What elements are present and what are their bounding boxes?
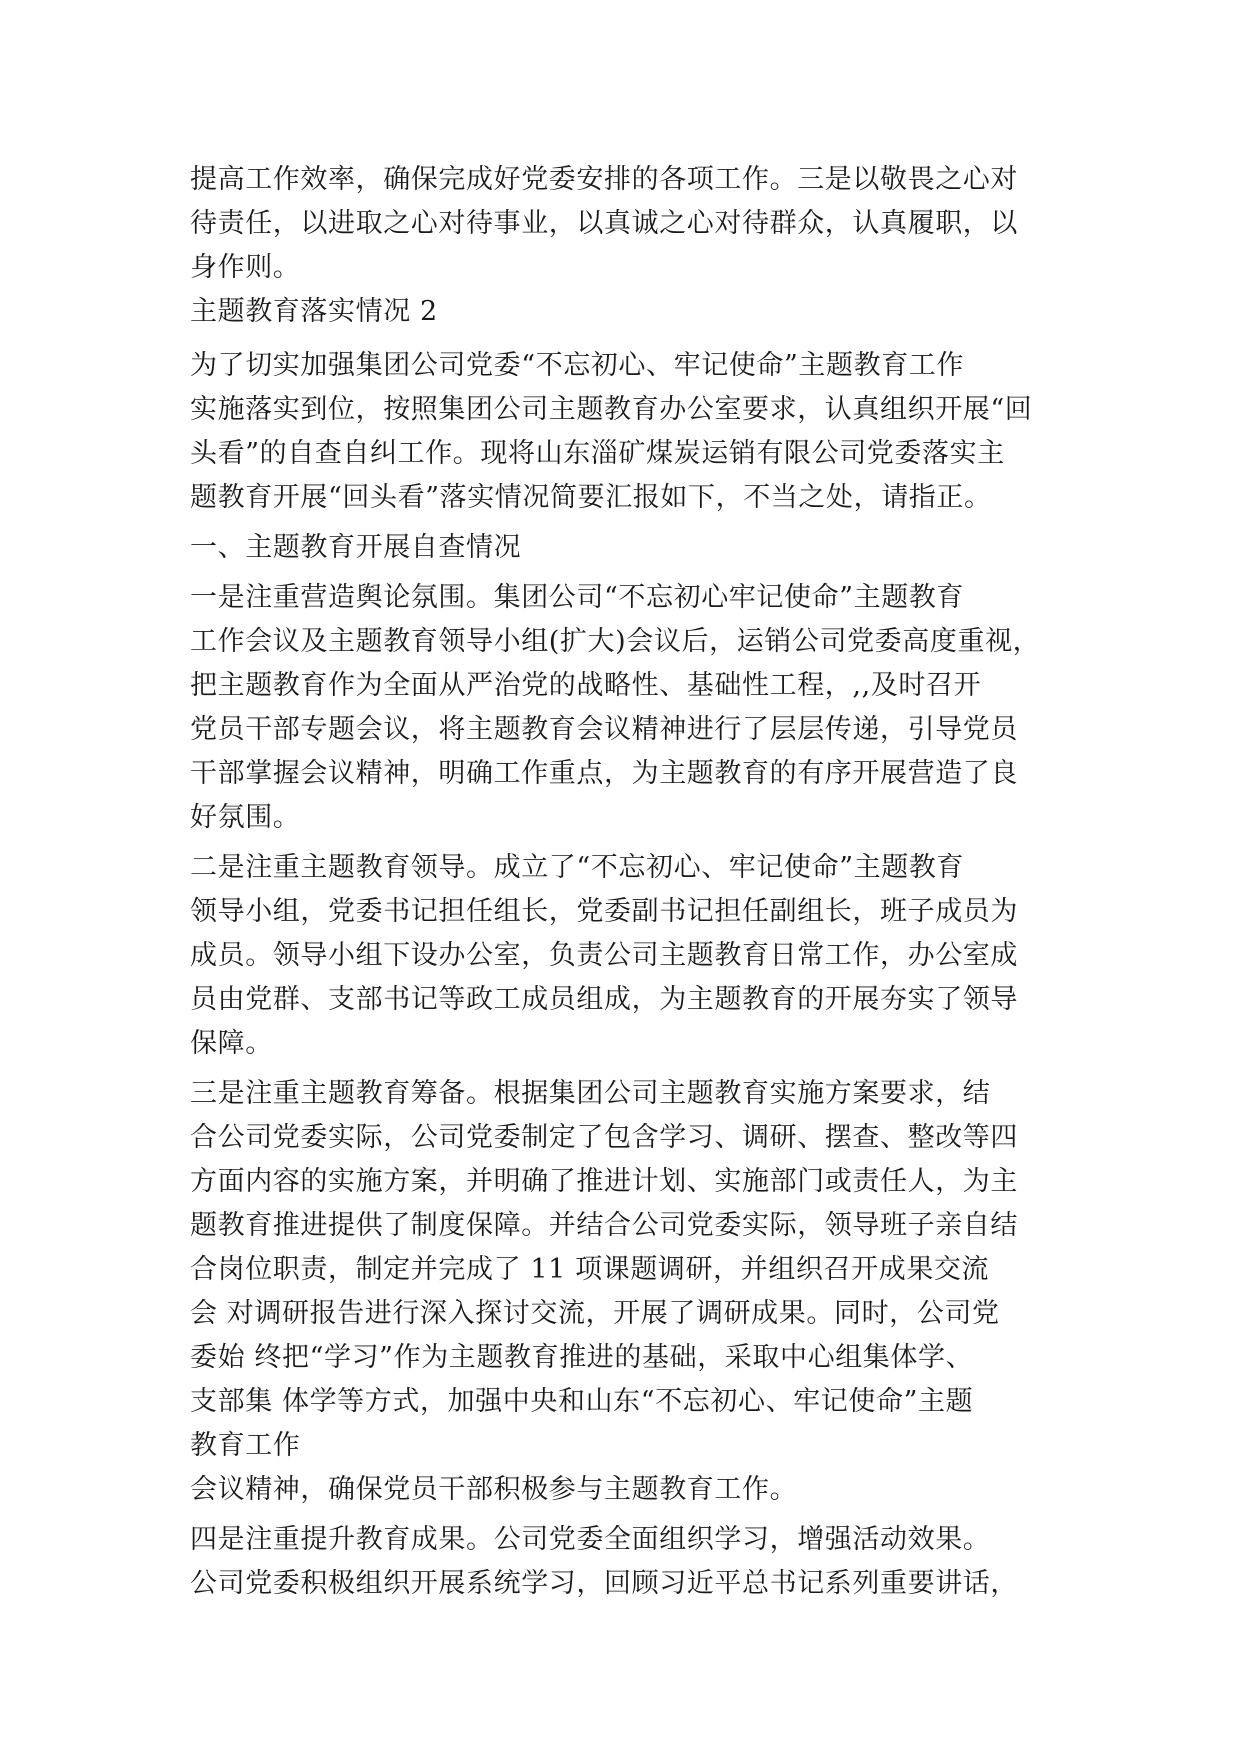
section-heading: 一、主题教育开展自查情况 xyxy=(190,532,522,563)
paragraph-line: 三是注重主题教育筹备。根据集团公司主题教育实施方案要求，结 xyxy=(190,1078,991,1109)
paragraph-line: 实施落实到位，按照集团公司主题教育办公室要求，认真组织开展“回 xyxy=(190,394,1033,425)
paragraph-line: 二是注重主题教育领导。成立了“不忘初心、牢记使命”主题教育 xyxy=(190,852,965,883)
paragraph-line: 合公司党委实际，公司党委制定了包含学习、调研、摆查、整改等四 xyxy=(190,1122,1018,1153)
paragraph-line: 委始 终把“学习”作为主题教育推进的基础，采取中心组集体学、 xyxy=(190,1342,974,1373)
paragraph-line: 党员干部专题会议，将主题教育会议精神进行了层层传递，引导党员 xyxy=(190,714,1018,745)
paragraph-line: 四是注重提升教育成果。公司党委全面组织学习，增强活动效果。 xyxy=(190,1524,991,1555)
paragraph-line: 题教育推进提供了制度保障。并结合公司党委实际，领导班子亲自结 xyxy=(190,1210,1018,1241)
paragraph-line: 身作则。 xyxy=(190,252,301,283)
paragraph-line: 干部掌握会议精神，明确工作重点，为主题教育的有序开展营造了良 xyxy=(190,758,1018,789)
paragraph-line: 会 对调研报告进行深入探讨交流，开展了调研成果。同时，公司党 xyxy=(190,1298,1000,1329)
document-body xyxy=(190,158,1060,1606)
paragraph-line: 领导小组，党委书记担任组长，党委副书记担任副组长，班子成员为 xyxy=(190,896,1018,927)
paragraph-line: 题教育开展“回头看”落实情况简要汇报如下，不当之处，请指正。 xyxy=(190,482,992,513)
paragraph-line: 把主题教育作为全面从严治党的战略性、基础性工程，,,及时召开 xyxy=(190,670,982,701)
paragraph-line: 保障。 xyxy=(190,1028,273,1059)
paragraph-line: 为了切实加强集团公司党委“不忘初心、牢记使命”主题教育工作 xyxy=(190,350,965,381)
paragraph-line: 成员。领导小组下设办公室，负责公司主题教育日常工作，办公室成 xyxy=(190,940,1018,971)
paragraph-line: 头看”的自查自纠工作。现将山东淄矿煤炭运销有限公司党委落实主 xyxy=(190,438,1005,469)
paragraph-line: 公司党委积极组织开展系统学习，回顾习近平总书记系列重要讲话， xyxy=(190,1568,1018,1599)
paragraph-line: 合岗位职责，制定并完成了 11 项课题调研，并组织召开成果交流 xyxy=(190,1254,990,1285)
section-title: 主题教育落实情况 2 xyxy=(190,296,438,327)
paragraph-line: 提高工作效率，确保完成好党委安排的各项工作。三是以敬畏之心对 xyxy=(190,164,1018,195)
paragraph-line: 好氛围。 xyxy=(190,802,301,833)
paragraph-line: 方面内容的实施方案，并明确了推进计划、实施部门或责任人，为主 xyxy=(190,1166,1018,1197)
paragraph-line: 待责任，以进取之心对待事业，以真诚之心对待群众，认真履职，以 xyxy=(190,208,1018,239)
paragraph-line: 工作会议及主题教育领导小组(扩大)会议后，运销公司党委高度重视， xyxy=(190,626,1041,657)
paragraph-line: 一是注重营造舆论氛围。集团公司“不忘初心牢记使命”主题教育 xyxy=(190,582,965,613)
paragraph-line: 教育工作 xyxy=(190,1430,301,1461)
paragraph-line: 支部集 体学等方式，加强中央和山东“不忘初心、牢记使命”主题 xyxy=(190,1386,974,1417)
paragraph-line: 会议精神，确保党员干部积极参与主题教育工作。 xyxy=(190,1474,798,1505)
paragraph-line: 员由党群、支部书记等政工成员组成，为主题教育的开展夯实了领导 xyxy=(190,984,1018,1015)
